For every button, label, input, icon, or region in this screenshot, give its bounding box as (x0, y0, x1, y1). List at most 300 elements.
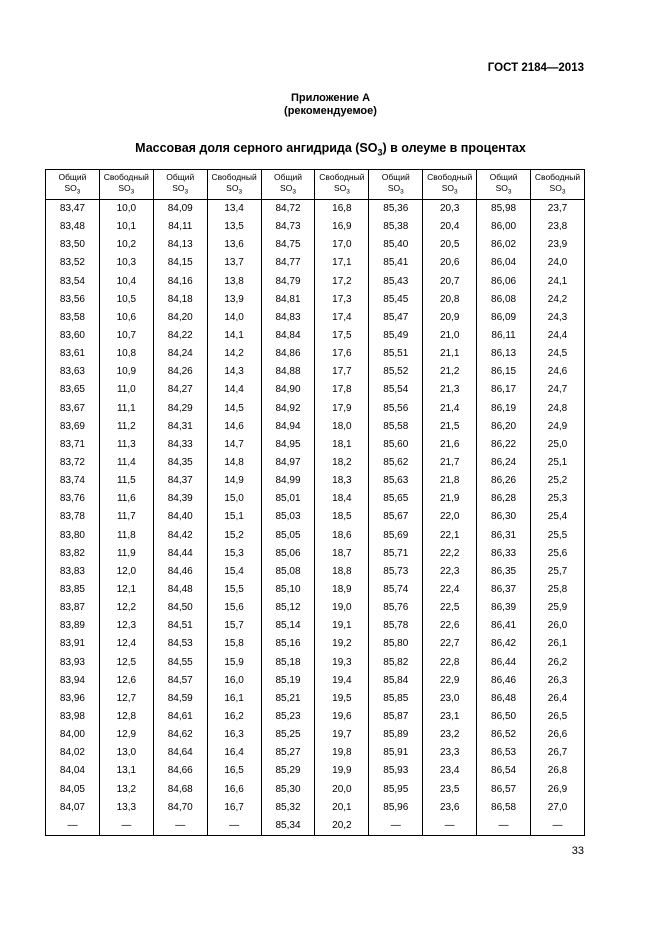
cell-free-so3: 12,7 (99, 690, 153, 708)
cell-total-so3: 86,35 (477, 563, 531, 581)
table-row (46, 490, 585, 508)
cell-total-so3: 84,99 (261, 472, 315, 490)
cell-free-so3: 24,5 (531, 345, 585, 363)
cell-free-so3: 23,1 (423, 708, 477, 726)
cell-total-so3: — (46, 817, 100, 836)
cell-free-so3: 17,1 (315, 254, 369, 272)
cell-free-so3: 19,1 (315, 617, 369, 635)
cell-free-so3: 11,2 (99, 418, 153, 436)
table-row (46, 273, 585, 291)
cell-total-so3: 84,94 (261, 418, 315, 436)
cell-total-so3: 85,19 (261, 672, 315, 690)
cell-free-so3: 13,2 (99, 781, 153, 799)
cell-free-so3: 25,9 (531, 599, 585, 617)
cell-free-so3: 25,6 (531, 545, 585, 563)
table-row (46, 345, 585, 363)
cell-total-so3: 85,16 (261, 635, 315, 653)
cell-total-so3: 85,03 (261, 508, 315, 526)
cell-free-so3: 16,5 (207, 762, 261, 780)
cell-total-so3: 86,30 (477, 508, 531, 526)
table-row (46, 381, 585, 399)
table-row (46, 690, 585, 708)
cell-free-so3: 25,1 (531, 454, 585, 472)
cell-free-so3: 17,4 (315, 309, 369, 327)
cell-total-so3: 86,54 (477, 762, 531, 780)
header-unit: SO (280, 182, 293, 193)
cell-total-so3: 85,32 (261, 799, 315, 817)
cell-free-so3: 10,6 (99, 309, 153, 327)
cell-free-so3: 17,7 (315, 363, 369, 381)
cell-total-so3: 84,07 (46, 799, 100, 817)
cell-free-so3: 18,6 (315, 527, 369, 545)
cell-free-so3: 10,2 (99, 236, 153, 254)
header-free-so3 (315, 170, 369, 200)
oleum-table (45, 169, 585, 836)
cell-total-so3: 86,28 (477, 490, 531, 508)
cell-total-so3: 85,29 (261, 762, 315, 780)
cell-total-so3: 85,18 (261, 654, 315, 672)
cell-total-so3: 86,31 (477, 527, 531, 545)
cell-free-so3: 14,3 (207, 363, 261, 381)
cell-free-so3: 26,9 (531, 781, 585, 799)
table-row (46, 708, 585, 726)
table-title-after: ) в олеуме в процентах (382, 141, 526, 155)
cell-free-so3: 13,6 (207, 236, 261, 254)
cell-total-so3: 85,05 (261, 527, 315, 545)
cell-total-so3: 84,88 (261, 363, 315, 381)
cell-free-so3: 22,6 (423, 617, 477, 635)
cell-total-so3: 86,48 (477, 690, 531, 708)
cell-free-so3: 26,2 (531, 654, 585, 672)
cell-total-so3: 84,35 (153, 454, 207, 472)
cell-free-so3: 26,6 (531, 726, 585, 744)
cell-total-so3: 85,10 (261, 581, 315, 599)
table-title-before: Массовая доля серного ангидрида (SO (135, 141, 378, 155)
cell-free-so3: 10,1 (99, 218, 153, 236)
table-row (46, 454, 585, 472)
cell-total-so3: 83,47 (46, 200, 100, 219)
table-row (46, 291, 585, 309)
cell-total-so3: 86,11 (477, 327, 531, 345)
header-unit: SO (226, 182, 239, 193)
table-row (46, 472, 585, 490)
cell-total-so3: 84,31 (153, 418, 207, 436)
table-row (46, 654, 585, 672)
header-unit-sub: 3 (184, 188, 189, 196)
cell-total-so3: 85,45 (369, 291, 423, 309)
cell-free-so3: 24,7 (531, 381, 585, 399)
cell-total-so3: 86,41 (477, 617, 531, 635)
cell-total-so3: 85,34 (261, 817, 315, 836)
header-unit-sub: 3 (76, 188, 81, 196)
header-unit: SO (172, 182, 185, 193)
cell-free-so3: 23,0 (423, 690, 477, 708)
cell-free-so3: 10,4 (99, 273, 153, 291)
cell-free-so3: 15,6 (207, 599, 261, 617)
cell-total-so3: 84,29 (153, 400, 207, 418)
cell-total-so3: 83,61 (46, 345, 100, 363)
table-row (46, 527, 585, 545)
header-free-so3 (531, 170, 585, 200)
cell-total-so3: 84,44 (153, 545, 207, 563)
cell-total-so3: 84,59 (153, 690, 207, 708)
cell-free-so3: 16,1 (207, 690, 261, 708)
cell-free-so3: 14,5 (207, 400, 261, 418)
cell-free-so3: 10,0 (99, 200, 153, 219)
cell-total-so3: 84,79 (261, 273, 315, 291)
table-row (46, 545, 585, 563)
cell-free-so3: 11,9 (99, 545, 153, 563)
cell-total-so3: 85,93 (369, 762, 423, 780)
cell-free-so3: 18,3 (315, 472, 369, 490)
cell-total-so3: 83,50 (46, 236, 100, 254)
cell-total-so3: 86,24 (477, 454, 531, 472)
cell-total-so3: 85,62 (369, 454, 423, 472)
cell-total-so3: 84,97 (261, 454, 315, 472)
table-row (46, 563, 585, 581)
cell-free-so3: 12,0 (99, 563, 153, 581)
cell-total-so3: 84,18 (153, 291, 207, 309)
cell-total-so3: 84,39 (153, 490, 207, 508)
cell-free-so3: — (531, 817, 585, 836)
cell-free-so3: 15,3 (207, 545, 261, 563)
cell-free-so3: 14,7 (207, 436, 261, 454)
header-total-so3 (261, 170, 315, 200)
cell-free-so3: 26,8 (531, 762, 585, 780)
cell-free-so3: 23,4 (423, 762, 477, 780)
header-unit-sub: 3 (292, 188, 296, 196)
cell-total-so3: 83,52 (46, 254, 100, 272)
cell-free-so3: 16,7 (207, 799, 261, 817)
cell-total-so3: 86,52 (477, 726, 531, 744)
cell-total-so3: 84,57 (153, 672, 207, 690)
cell-total-so3: 83,60 (46, 327, 100, 345)
header-unit: SO (64, 182, 77, 193)
header-unit-sub: 3 (454, 188, 458, 196)
header-label: Свободный (319, 171, 365, 182)
cell-free-so3: 22,3 (423, 563, 477, 581)
cell-free-so3: 24,3 (531, 309, 585, 327)
header-unit-sub: 3 (400, 188, 404, 196)
cell-total-so3: 85,47 (369, 309, 423, 327)
cell-total-so3: 85,56 (369, 400, 423, 418)
header-label: Свободный (427, 171, 473, 182)
cell-free-so3: 12,5 (99, 654, 153, 672)
appendix-note: (рекомендуемое) (284, 105, 377, 117)
cell-free-so3: 23,9 (531, 236, 585, 254)
header-free-so3 (423, 170, 477, 200)
cell-free-so3: 11,3 (99, 436, 153, 454)
cell-free-so3: 17,0 (315, 236, 369, 254)
cell-total-so3: 84,33 (153, 436, 207, 454)
cell-total-so3: 85,91 (369, 744, 423, 762)
cell-total-so3: 84,61 (153, 708, 207, 726)
cell-total-so3: 84,53 (153, 635, 207, 653)
cell-free-so3: 17,6 (315, 345, 369, 363)
cell-total-so3: 86,06 (477, 273, 531, 291)
cell-free-so3: 21,0 (423, 327, 477, 345)
cell-free-so3: 26,4 (531, 690, 585, 708)
cell-free-so3: 13,9 (207, 291, 261, 309)
cell-free-so3: 22,1 (423, 527, 477, 545)
cell-free-so3: 24,4 (531, 327, 585, 345)
table-row (46, 508, 585, 526)
cell-total-so3: 84,50 (153, 599, 207, 617)
cell-total-so3: — (477, 817, 531, 836)
table-row (46, 599, 585, 617)
cell-free-so3: 19,8 (315, 744, 369, 762)
cell-free-so3: 25,5 (531, 527, 585, 545)
table-title (0, 141, 661, 158)
cell-total-so3: 86,26 (477, 472, 531, 490)
standard-code: ГОСТ 2184—2013 (487, 62, 584, 74)
cell-total-so3: 84,24 (153, 345, 207, 363)
cell-total-so3: 83,72 (46, 454, 100, 472)
header-row (46, 170, 585, 200)
cell-free-so3: 20,4 (423, 218, 477, 236)
cell-total-so3: 85,89 (369, 726, 423, 744)
cell-total-so3: 84,16 (153, 273, 207, 291)
cell-free-so3: 16,4 (207, 744, 261, 762)
cell-free-so3: 11,5 (99, 472, 153, 490)
cell-total-so3: 84,75 (261, 236, 315, 254)
cell-total-so3: 83,85 (46, 581, 100, 599)
header-unit-sub: 3 (130, 188, 135, 196)
cell-free-so3: 20,7 (423, 273, 477, 291)
cell-total-so3: 84,83 (261, 309, 315, 327)
cell-free-so3: 21,1 (423, 345, 477, 363)
cell-free-so3: 25,2 (531, 472, 585, 490)
cell-free-so3: 13,1 (99, 762, 153, 780)
table-title-sub: 3 (377, 147, 383, 158)
cell-total-so3: 86,46 (477, 672, 531, 690)
cell-total-so3: 85,43 (369, 273, 423, 291)
cell-total-so3: 85,12 (261, 599, 315, 617)
cell-total-so3: 84,73 (261, 218, 315, 236)
cell-total-so3: 84,48 (153, 581, 207, 599)
appendix-title: Приложение А (290, 92, 371, 104)
cell-free-so3: 17,5 (315, 327, 369, 345)
cell-free-so3: 19,2 (315, 635, 369, 653)
cell-free-so3: 25,0 (531, 436, 585, 454)
cell-total-so3: 85,52 (369, 363, 423, 381)
table-row (46, 200, 585, 219)
header-label: Общий (489, 171, 518, 182)
table-row (46, 436, 585, 454)
cell-free-so3: 24,9 (531, 418, 585, 436)
table-row (46, 744, 585, 762)
cell-free-so3: 24,0 (531, 254, 585, 272)
cell-free-so3: 19,9 (315, 762, 369, 780)
cell-free-so3: 13,3 (99, 799, 153, 817)
page-number: 33 (571, 845, 584, 857)
cell-total-so3: 84,20 (153, 309, 207, 327)
cell-total-so3: 85,38 (369, 218, 423, 236)
cell-total-so3: 83,80 (46, 527, 100, 545)
cell-free-so3: 21,3 (423, 381, 477, 399)
table-row (46, 254, 585, 272)
cell-free-so3: 16,3 (207, 726, 261, 744)
cell-total-so3: 84,40 (153, 508, 207, 526)
cell-total-so3: 84,84 (261, 327, 315, 345)
cell-total-so3: 84,51 (153, 617, 207, 635)
cell-total-so3: 86,17 (477, 381, 531, 399)
cell-total-so3: 86,50 (477, 708, 531, 726)
table-row (46, 309, 585, 327)
header-label: Общий (274, 171, 302, 182)
cell-free-so3: 15,4 (207, 563, 261, 581)
cell-total-so3: 85,87 (369, 708, 423, 726)
cell-total-so3: 85,01 (261, 490, 315, 508)
cell-total-so3: 84,95 (261, 436, 315, 454)
cell-free-so3: 18,8 (315, 563, 369, 581)
cell-total-so3: 83,96 (46, 690, 100, 708)
cell-total-so3: 84,09 (153, 200, 207, 219)
table-row (46, 781, 585, 799)
header-label: Свободный (103, 171, 149, 182)
cell-free-so3: 21,7 (423, 454, 477, 472)
cell-free-so3: 26,7 (531, 744, 585, 762)
cell-free-so3: 26,3 (531, 672, 585, 690)
cell-free-so3: 12,6 (99, 672, 153, 690)
header-free-so3 (99, 170, 153, 200)
table-row (46, 817, 585, 836)
cell-free-so3: 11,4 (99, 454, 153, 472)
cell-total-so3: 85,84 (369, 672, 423, 690)
cell-free-so3: 16,6 (207, 781, 261, 799)
cell-total-so3: 85,41 (369, 254, 423, 272)
cell-total-so3: 83,48 (46, 218, 100, 236)
header-total-so3 (369, 170, 423, 200)
cell-free-so3: 17,9 (315, 400, 369, 418)
cell-free-so3: 14,4 (207, 381, 261, 399)
cell-total-so3: 83,63 (46, 363, 100, 381)
cell-free-so3: 16,0 (207, 672, 261, 690)
table-row (46, 672, 585, 690)
header-total-so3 (477, 170, 531, 200)
header-label: Общий (166, 171, 195, 182)
header-unit: SO (118, 182, 131, 193)
cell-total-so3: 84,55 (153, 654, 207, 672)
cell-free-so3: 25,4 (531, 508, 585, 526)
header-unit: SO (549, 182, 562, 193)
header-total-so3 (153, 170, 207, 200)
cell-total-so3: 85,98 (477, 200, 531, 219)
cell-free-so3: 20,2 (315, 817, 369, 836)
cell-free-so3: 15,1 (207, 508, 261, 526)
cell-free-so3: 18,5 (315, 508, 369, 526)
cell-total-so3: 86,04 (477, 254, 531, 272)
cell-total-so3: 83,74 (46, 472, 100, 490)
cell-free-so3: 18,0 (315, 418, 369, 436)
table-row (46, 799, 585, 817)
cell-free-so3: 24,8 (531, 400, 585, 418)
cell-free-so3: 16,9 (315, 218, 369, 236)
cell-free-so3: 20,9 (423, 309, 477, 327)
cell-total-so3: 86,00 (477, 218, 531, 236)
cell-total-so3: 85,78 (369, 617, 423, 635)
cell-total-so3: 86,22 (477, 436, 531, 454)
cell-total-so3: 84,26 (153, 363, 207, 381)
cell-free-so3: 22,9 (423, 672, 477, 690)
header-unit: SO (333, 182, 347, 193)
cell-total-so3: — (369, 817, 423, 836)
cell-total-so3: 86,37 (477, 581, 531, 599)
appendix-heading (0, 92, 661, 118)
cell-total-so3: 83,76 (46, 490, 100, 508)
cell-total-so3: 83,58 (46, 309, 100, 327)
cell-total-so3: 86,09 (477, 309, 531, 327)
cell-free-so3: 20,6 (423, 254, 477, 272)
cell-free-so3: 11,7 (99, 508, 153, 526)
table-body (46, 200, 585, 836)
cell-free-so3: 15,9 (207, 654, 261, 672)
cell-free-so3: 13,0 (99, 744, 153, 762)
cell-free-so3: 13,5 (207, 218, 261, 236)
cell-total-so3: 85,96 (369, 799, 423, 817)
cell-total-so3: 85,63 (369, 472, 423, 490)
cell-total-so3: 83,56 (46, 291, 100, 309)
header-unit: SO (441, 182, 454, 193)
cell-free-so3: 25,7 (531, 563, 585, 581)
cell-total-so3: 85,60 (369, 436, 423, 454)
cell-free-so3: 25,8 (531, 581, 585, 599)
cell-total-so3: 83,71 (46, 436, 100, 454)
cell-total-so3: 85,85 (369, 690, 423, 708)
cell-free-so3: 12,4 (99, 635, 153, 653)
header-label: Свободный (534, 171, 581, 182)
cell-free-so3: — (207, 817, 261, 836)
cell-free-so3: 24,2 (531, 291, 585, 309)
cell-free-so3: 14,1 (207, 327, 261, 345)
cell-free-so3: 22,5 (423, 599, 477, 617)
cell-free-so3: 10,3 (99, 254, 153, 272)
cell-free-so3: 21,2 (423, 363, 477, 381)
cell-free-so3: 11,0 (99, 381, 153, 399)
cell-total-so3: 85,08 (261, 563, 315, 581)
cell-free-so3: 22,4 (423, 581, 477, 599)
cell-free-so3: 11,6 (99, 490, 153, 508)
cell-total-so3: 85,80 (369, 635, 423, 653)
cell-free-so3: 14,9 (207, 472, 261, 490)
cell-total-so3: 86,08 (477, 291, 531, 309)
cell-total-so3: 86,53 (477, 744, 531, 762)
cell-total-so3: 84,90 (261, 381, 315, 399)
cell-total-so3: 86,13 (477, 345, 531, 363)
cell-free-so3: 19,0 (315, 599, 369, 617)
cell-free-so3: 26,5 (531, 708, 585, 726)
cell-total-so3: 84,46 (153, 563, 207, 581)
cell-free-so3: 12,9 (99, 726, 153, 744)
cell-total-so3: 85,30 (261, 781, 315, 799)
cell-total-so3: 85,40 (369, 236, 423, 254)
cell-free-so3: 21,8 (423, 472, 477, 490)
cell-total-so3: 84,81 (261, 291, 315, 309)
cell-free-so3: 15,5 (207, 581, 261, 599)
header-unit-sub: 3 (561, 188, 566, 196)
header-unit-sub: 3 (238, 188, 243, 196)
cell-free-so3: — (99, 817, 153, 836)
cell-total-so3: 83,82 (46, 545, 100, 563)
cell-total-so3: 84,42 (153, 527, 207, 545)
cell-free-so3: 12,3 (99, 617, 153, 635)
table-row (46, 726, 585, 744)
cell-free-so3: 24,6 (531, 363, 585, 381)
cell-free-so3: 23,6 (423, 799, 477, 817)
cell-total-so3: 85,65 (369, 490, 423, 508)
cell-total-so3: 86,58 (477, 799, 531, 817)
cell-free-so3: 14,8 (207, 454, 261, 472)
